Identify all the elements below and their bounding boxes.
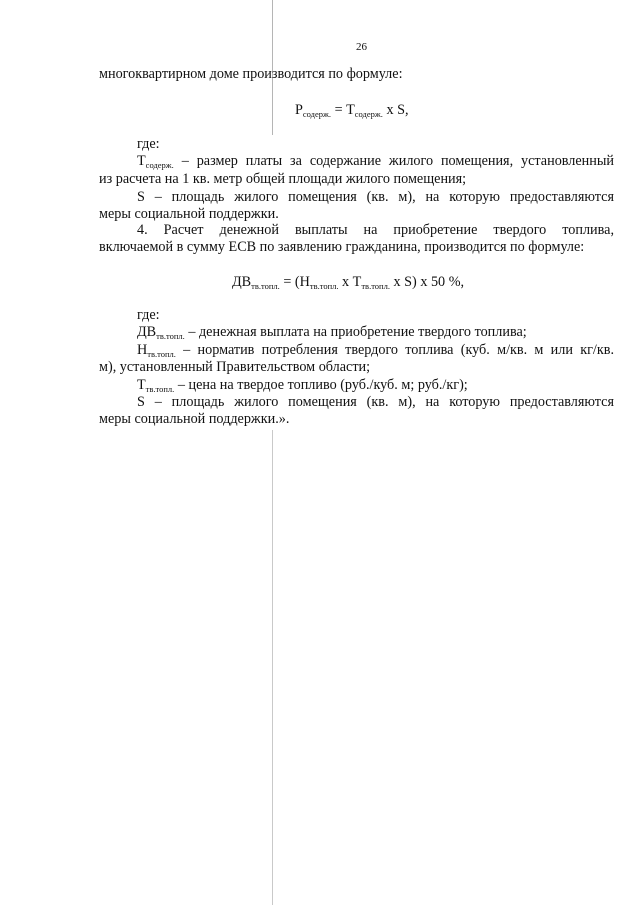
formula-term: Р bbox=[295, 102, 303, 118]
definition-term: Т bbox=[137, 377, 146, 393]
formula-subscript: тв.топл. bbox=[251, 281, 280, 291]
text-line-intro: многоквартирном доме производится по формуле: bbox=[99, 66, 403, 82]
formula-term: ДВ bbox=[232, 274, 252, 290]
formula-rent bbox=[295, 101, 409, 123]
definition-s2-line1: S – площадь жилого помещения (кв. м), на которую предоставляются bbox=[137, 394, 614, 410]
where-label: где: bbox=[137, 136, 160, 152]
definition-text: – цена на твердое топливо (руб./куб. м; руб./кг); bbox=[174, 377, 468, 393]
formula-subscript: содерж. bbox=[354, 109, 383, 119]
formula-term: x Т bbox=[338, 274, 362, 290]
formula-term: x S) x 50 %, bbox=[389, 274, 465, 290]
definition-s-line1: S – площадь жилого помещения (кв. м), на которую предоставляются bbox=[137, 189, 614, 205]
definition-term: ДВ bbox=[137, 324, 157, 340]
scan-fold-line-bottom bbox=[272, 430, 273, 905]
definition-t-rent-line2: из расчета на 1 кв. метр общей площади жилого помещения; bbox=[99, 171, 467, 187]
definition-s2-line2: меры социальной поддержки.». bbox=[99, 411, 290, 427]
definition-text: – размер платы за содержание жилого помещения, установленный bbox=[173, 153, 614, 169]
formula-subscript: тв.топл. bbox=[361, 281, 390, 291]
formula-subscript: содерж. bbox=[302, 109, 332, 119]
where-label-2: где: bbox=[137, 307, 160, 323]
definition-term: Н bbox=[137, 342, 148, 358]
paragraph-4-line2: включаемой в сумму ЕСВ по заявлению гражданина, производится по формуле: bbox=[99, 239, 585, 255]
definition-n-line2: м), установленный Правительством области; bbox=[99, 359, 371, 375]
definition-term: Т bbox=[137, 153, 146, 169]
page-number: 26 bbox=[356, 41, 367, 53]
definition-subscript: тв.топл. bbox=[147, 349, 176, 359]
formula-term: = Т bbox=[331, 102, 355, 118]
definition-s-line2: меры социальной поддержки. bbox=[99, 206, 279, 222]
formula-term: x S, bbox=[382, 102, 409, 118]
formula-term: = (Н bbox=[279, 274, 310, 290]
definition-text: – норматив потребления твердого топлива (куб. м/кв. м или кг/кв. bbox=[175, 342, 614, 358]
definition-text: – денежная выплата на приобретение твердого топлива; bbox=[184, 324, 527, 340]
definition-subscript: содерж. bbox=[145, 160, 174, 170]
definition-subscript: тв.топл. bbox=[145, 384, 175, 394]
formula-fuel bbox=[232, 273, 464, 295]
paragraph-4-line1: 4. Расчет денежной выплаты на приобретение твердого топлива, bbox=[137, 222, 614, 238]
definition-subscript: тв.топл. bbox=[156, 331, 185, 341]
formula-subscript: тв.топл. bbox=[309, 281, 339, 291]
